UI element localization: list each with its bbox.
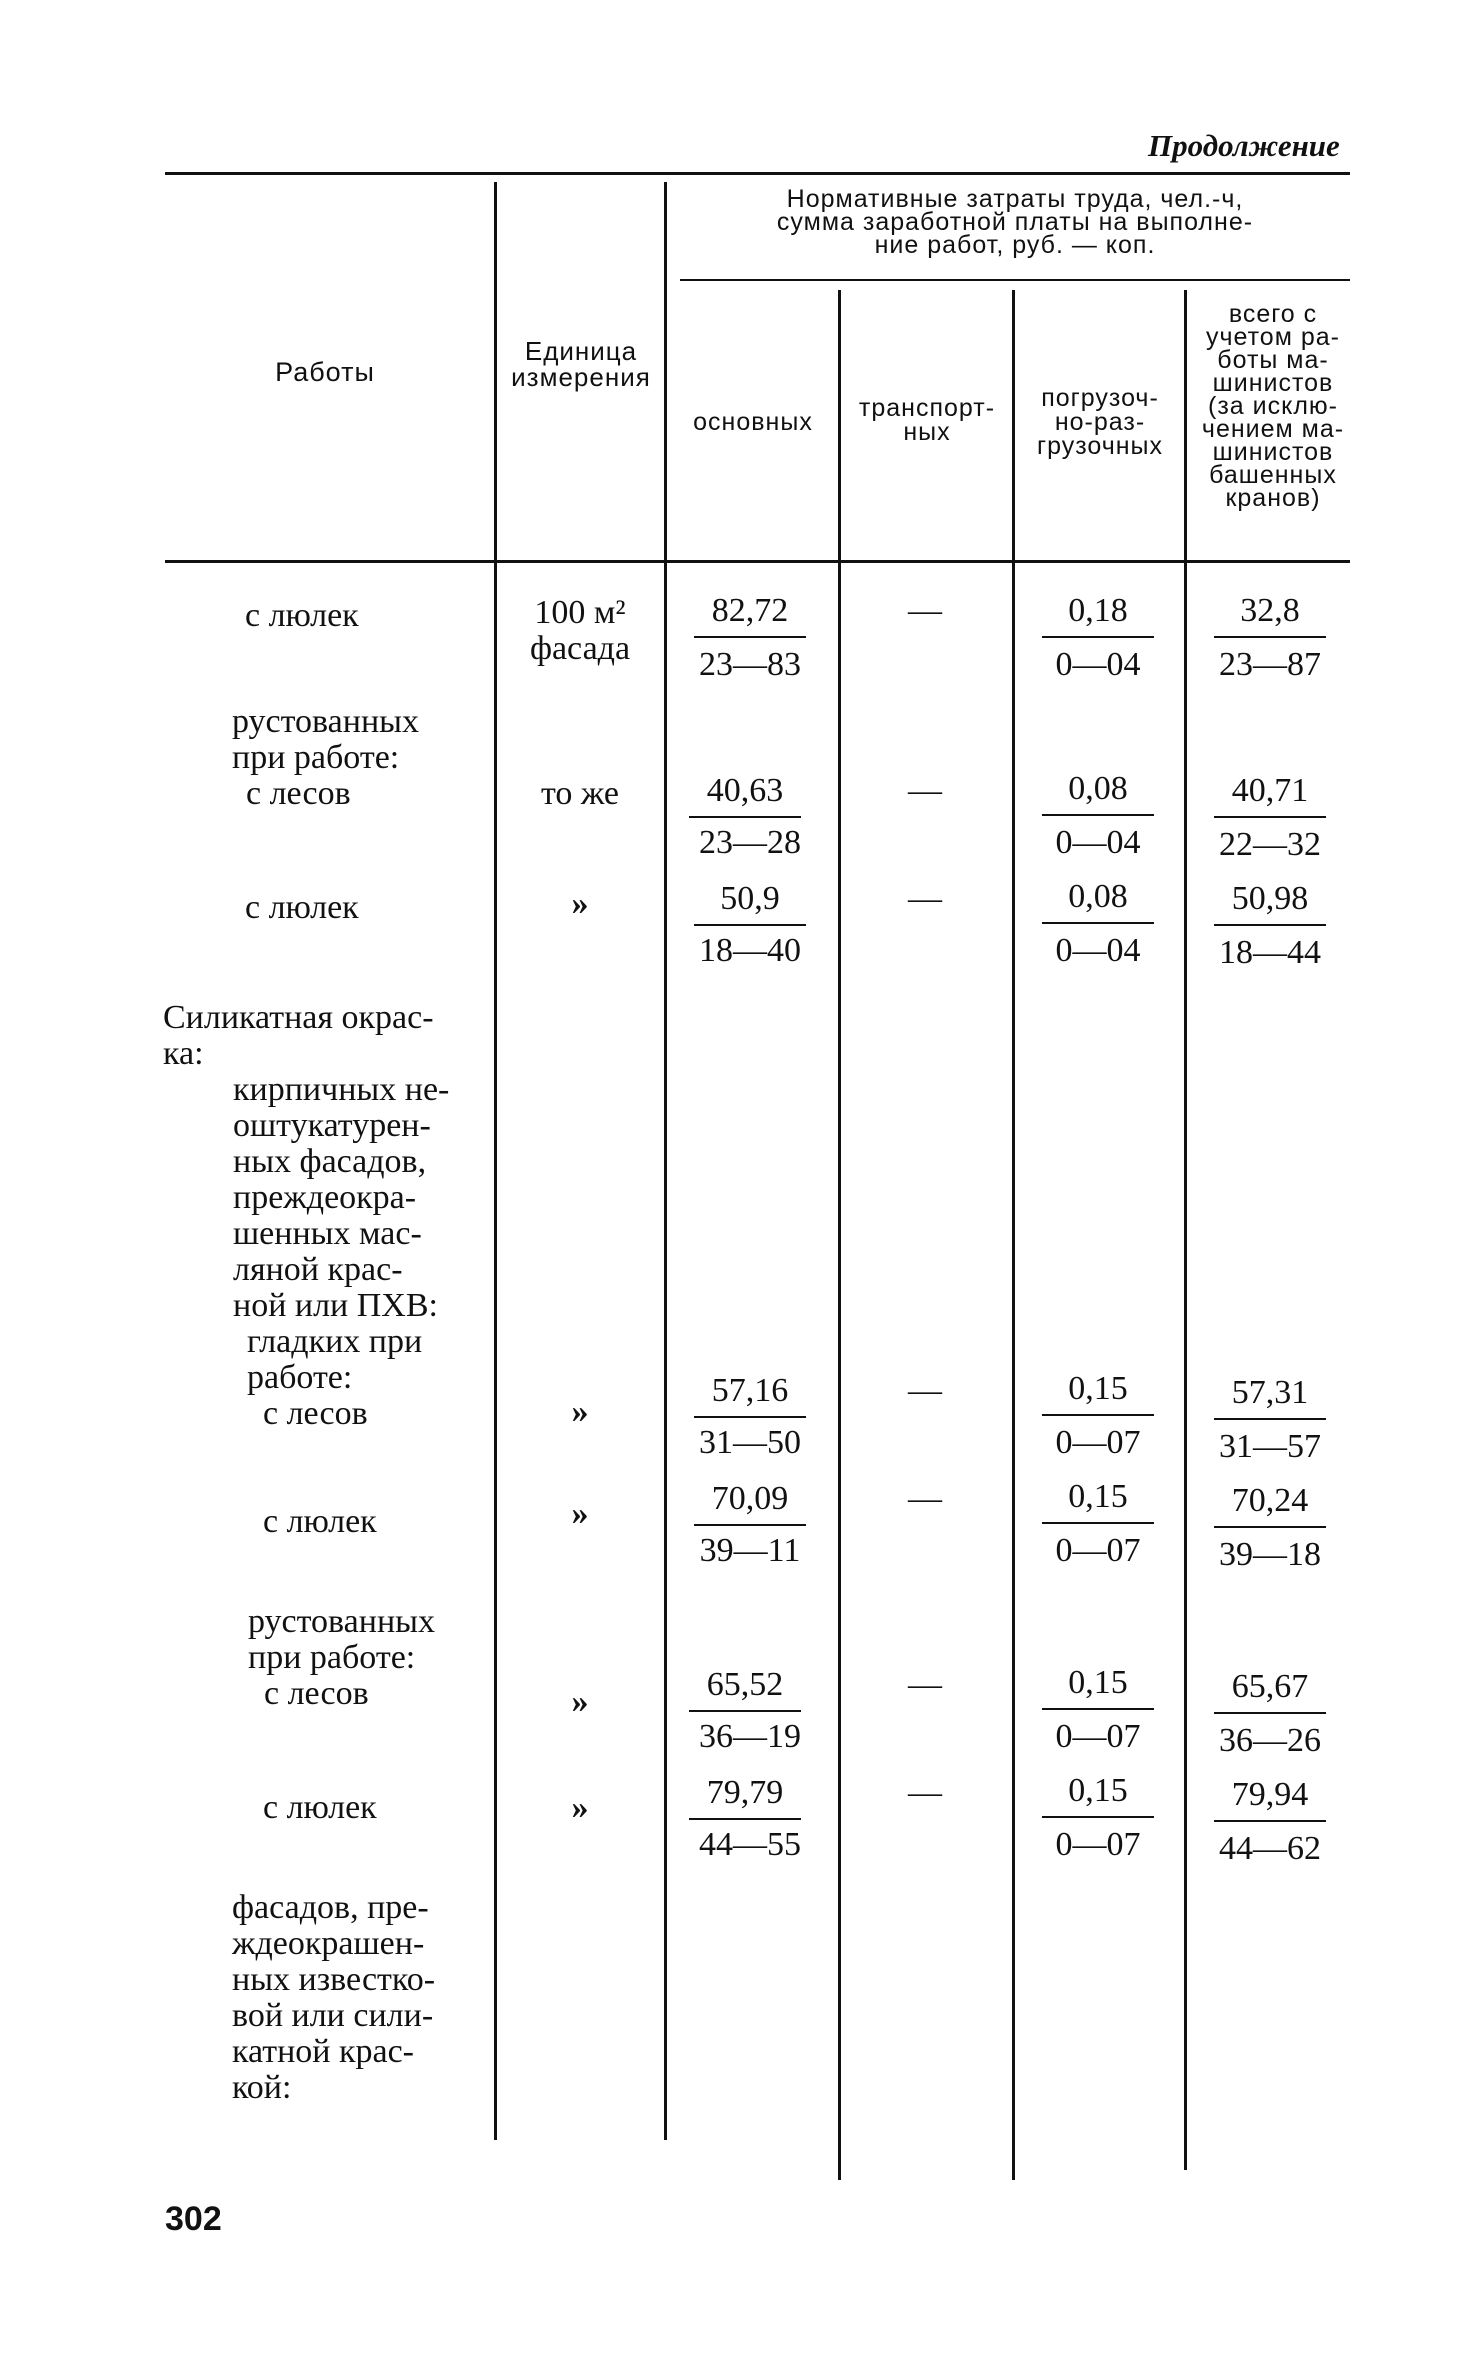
row-5-work: с люлек [263, 1503, 377, 1540]
row-4-loading-cost: 0—07 [1055, 1424, 1141, 1461]
row-5-total-value: 70,24 [1231, 1482, 1309, 1519]
header-main: основных [693, 408, 813, 436]
row-1-main-value: 82,72 [711, 592, 789, 629]
row-3-main-value: 50,9 [720, 880, 780, 917]
row-7-transport: — [908, 1774, 942, 1811]
row-2-transport: — [908, 772, 942, 809]
row-4-total-cost: 31—57 [1219, 1428, 1321, 1465]
row-5-unit: » [571, 1495, 589, 1532]
row-2-total-value: 40,71 [1231, 772, 1309, 809]
row-4-unit: » [571, 1393, 589, 1430]
row-3-loading-cost: 0—04 [1055, 932, 1141, 969]
row-2-loading-value: 0,08 [1068, 770, 1128, 807]
header-works: Работы [275, 357, 375, 387]
row-4-loading-value: 0,15 [1068, 1370, 1128, 1407]
header-group: Нормативные затраты труда, чел.-ч, сумма заработной платы на выполне- ние работ, руб. — коп. [776, 185, 1254, 259]
row-1-work: с люлек [245, 597, 359, 634]
row-2-main-fraction-bar [689, 816, 801, 818]
row-1-unit: 100 м² фасада [529, 594, 631, 667]
row-5-total-fraction-bar [1214, 1526, 1326, 1528]
row-1-loading-fraction-bar [1042, 636, 1154, 638]
row-2-unit: то же [540, 775, 620, 812]
row-3-loading-fraction-bar [1042, 922, 1154, 924]
row-3-total-cost: 18—44 [1219, 934, 1321, 971]
row-3-total-fraction-bar [1214, 924, 1326, 926]
row-1-main-cost: 23—83 [699, 646, 801, 683]
row-3-transport: — [908, 880, 942, 917]
header-loading: погрузоч- но-раз- грузочных [1036, 384, 1164, 460]
row-6-loading-fraction-bar [1042, 1708, 1154, 1710]
row-6-main-cost: 36—19 [699, 1718, 801, 1755]
row-6-total-fraction-bar [1214, 1712, 1326, 1714]
row-7-total-fraction-bar [1214, 1820, 1326, 1822]
row-1-loading-value: 0,18 [1068, 592, 1128, 629]
row-4-total-fraction-bar [1214, 1418, 1326, 1420]
row-2-total-fraction-bar [1214, 816, 1326, 818]
row-6-total-value: 65,67 [1231, 1668, 1309, 1705]
row-7-loading-fraction-bar [1042, 1816, 1154, 1818]
row-2-loading-cost: 0—04 [1055, 824, 1141, 861]
row-4-transport: — [908, 1372, 942, 1409]
row-2-work: рустованных при работе: с лесов [232, 703, 419, 812]
row-3-loading-value: 0,08 [1068, 878, 1128, 915]
header-total: всего с учетом ра- боты ма- шинистов (за исклю- чением ма- шинистов башенных кранов) [1201, 300, 1345, 512]
row-4-main-cost: 31—50 [699, 1424, 801, 1461]
row-1-transport: — [908, 592, 942, 629]
row-7-main-fraction-bar [689, 1818, 801, 1820]
row-6-transport: — [908, 1666, 942, 1703]
row-2-main-value: 40,63 [706, 772, 784, 809]
row-4-loading-fraction-bar [1042, 1414, 1154, 1416]
row-3-work: с люлек [245, 889, 359, 926]
row-7-main-value: 79,79 [706, 1774, 784, 1811]
row-6-main-value: 65,52 [706, 1666, 784, 1703]
row-5-total-cost: 39—18 [1219, 1536, 1321, 1573]
row-6-unit: » [571, 1683, 589, 1720]
row-4-main-value: 57,16 [711, 1372, 789, 1409]
row-3-unit: » [571, 885, 589, 922]
row-5-main-value: 70,09 [711, 1480, 789, 1517]
row-4-work: Силикатная окрас- ка: кирпичных не- оштукатурен- ных фасадов, преждеокра- шенных мас- ляной крас- ной или ПХВ: гладких при работе: с лесов [163, 999, 450, 1432]
row-3-total-value: 50,98 [1231, 880, 1309, 917]
column-divider-works [494, 182, 497, 2140]
row-5-main-cost: 39—11 [699, 1532, 801, 1569]
row-8-work: фасадов, пре- ждеокрашен- ных известко- вой или сили- катной крас- кой: [232, 1889, 436, 2106]
row-3-main-cost: 18—40 [699, 932, 801, 969]
row-6-loading-value: 0,15 [1068, 1664, 1128, 1701]
group-header-rule [680, 279, 1350, 281]
continuation-label: Продолжение [1148, 128, 1340, 163]
column-divider-transport [1012, 290, 1015, 2180]
column-divider-unit [664, 182, 667, 2140]
row-2-main-cost: 23—28 [699, 824, 801, 861]
row-7-total-value: 79,94 [1231, 1776, 1309, 1813]
column-divider-loading [1184, 290, 1187, 2170]
row-1-main-fraction-bar [694, 636, 806, 638]
row-6-work: рустованных при работе: с лесов [248, 1603, 435, 1712]
row-7-loading-value: 0,15 [1068, 1772, 1128, 1809]
row-2-loading-fraction-bar [1042, 814, 1154, 816]
row-6-loading-cost: 0—07 [1055, 1718, 1141, 1755]
row-5-loading-cost: 0—07 [1055, 1532, 1141, 1569]
row-7-unit: » [571, 1789, 589, 1826]
table-top-rule [165, 172, 1350, 175]
row-4-total-value: 57,31 [1231, 1374, 1309, 1411]
row-1-total-value: 32,8 [1240, 592, 1300, 629]
row-5-loading-fraction-bar [1042, 1522, 1154, 1524]
row-7-work: с люлек [263, 1789, 377, 1826]
header-bottom-rule [165, 560, 1350, 563]
row-5-transport: — [908, 1480, 942, 1517]
row-4-main-fraction-bar [694, 1416, 806, 1418]
header-unit: Единица измерения [511, 336, 651, 392]
column-divider-main [838, 290, 841, 2180]
row-1-total-fraction-bar [1214, 636, 1326, 638]
row-5-loading-value: 0,15 [1068, 1478, 1128, 1515]
row-7-loading-cost: 0—07 [1055, 1826, 1141, 1863]
row-6-main-fraction-bar [689, 1710, 801, 1712]
row-7-main-cost: 44—55 [699, 1826, 801, 1863]
row-1-total-cost: 23—87 [1219, 646, 1321, 683]
row-2-total-cost: 22—32 [1219, 826, 1321, 863]
row-7-total-cost: 44—62 [1219, 1830, 1321, 1867]
page-number: 302 [165, 2200, 222, 2238]
row-5-main-fraction-bar [694, 1524, 806, 1526]
header-transport: транспорт- ных [858, 394, 996, 446]
row-1-loading-cost: 0—04 [1055, 646, 1141, 683]
row-3-main-fraction-bar [694, 924, 806, 926]
row-6-total-cost: 36—26 [1219, 1722, 1321, 1759]
